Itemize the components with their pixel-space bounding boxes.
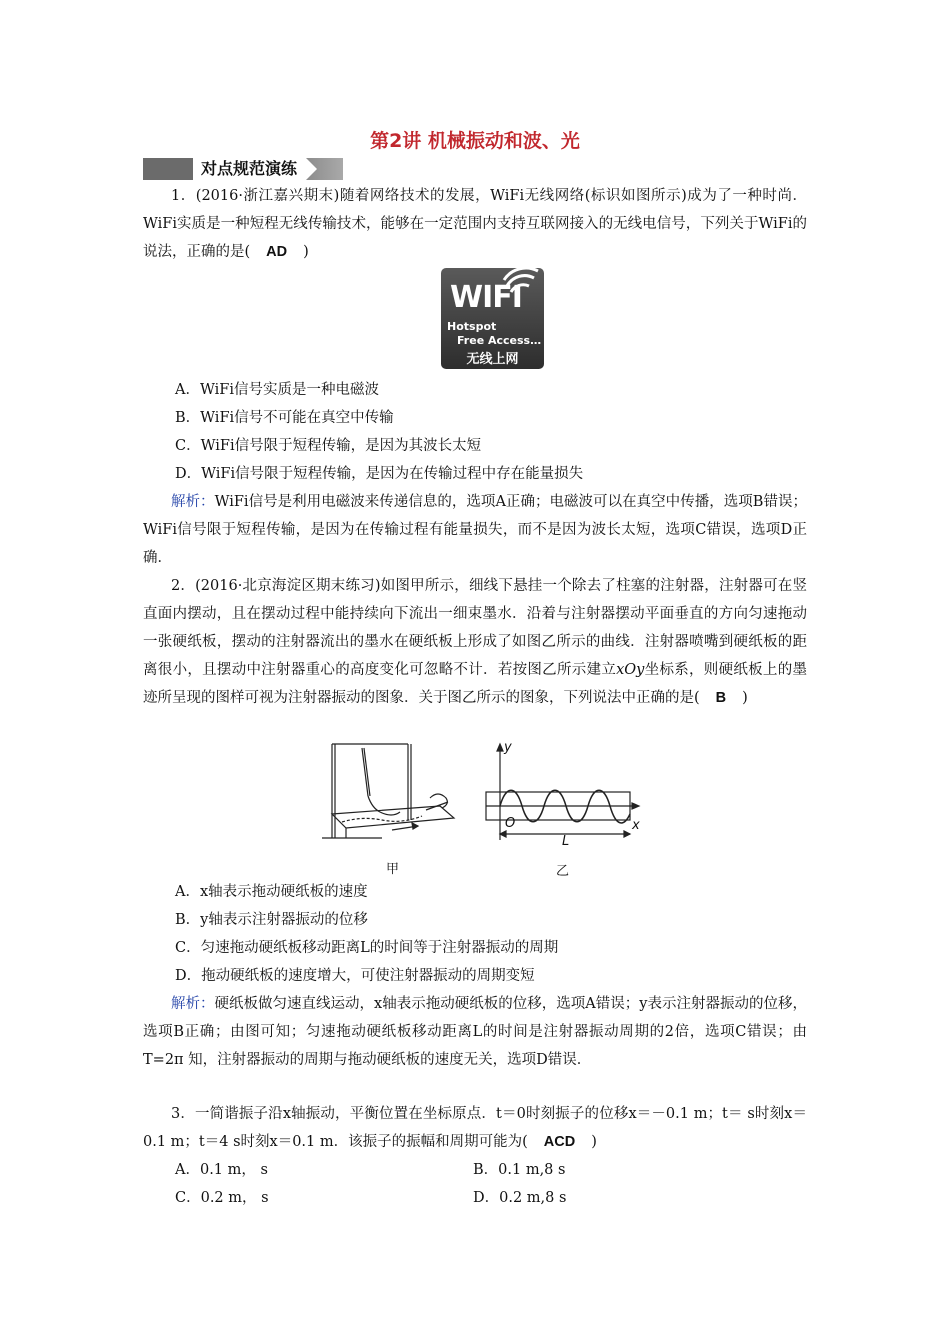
question-3-stem xyxy=(143,1100,807,1156)
question-2-explanation xyxy=(143,990,807,1074)
question-1-text: 1．(2016·浙江嘉兴期末)随着网络技术的发展，WiFi无线网络(标识如图所示)成为了一种时尚．WiFi实质是一种短程无线传输技术，能够在一定范围内支持互联网接入的无线电信号，下列关于WiFi的说法，正确的是( xyxy=(143,188,807,260)
option-b: B．y轴表示注射器振动的位移 xyxy=(175,912,368,928)
origin-label: O xyxy=(505,816,516,831)
question-2-stem xyxy=(143,572,807,712)
question-2-options xyxy=(143,878,807,1074)
option-d: D．WiFi信号限于短程传输，是因为在传输过程中存在能量损失 xyxy=(175,466,584,482)
explanation-label: 解析： xyxy=(171,996,215,1012)
paren-close: ) xyxy=(742,690,748,706)
length-label: L xyxy=(562,834,570,849)
figure-yi-caption: 乙 xyxy=(556,864,570,879)
coordinate-system-label: xOy xyxy=(616,662,645,678)
explanation-label: 解析： xyxy=(171,494,215,510)
option-a: A．x轴表示拖动硬纸板的速度 xyxy=(175,884,368,900)
option-d: D．0.2 m,8 s xyxy=(473,1190,567,1206)
figure-jia-caption: 甲 xyxy=(386,862,400,877)
question-2-text: 2．(2016·北京海淀区期末练习)如图甲所示，细线下悬挂一个除去了柱塞的注射器，注射器可在竖直面内摆动，且在摆动过程中能持续向下流出一细束墨水．沿着与注射器摆动平面垂直的方向匀速拖动一张硬纸板，摆动的注射器流出的墨水在硬纸板上形成了如图乙所示的曲线．注射器喷嘴到硬纸板的距离很小，且摆动中注射器重心的高度变化可忽略不计．若按图乙所示建立 xyxy=(143,578,807,678)
question-1 xyxy=(143,182,807,266)
option-a: A．0.1 m， s xyxy=(175,1162,268,1178)
question-1-stem xyxy=(143,182,807,266)
explanation-text: WiFi信号是利用电磁波来传递信息的，选项A正确；电磁波可以在真空中传播，选项B错误；WiFi信号限于短程传输，是因为在传输过程有能量损失，而不是因为波长太短，选项C错误，选项D正确． xyxy=(143,494,808,566)
wifi-logo-access: Free Access… xyxy=(457,334,542,347)
question-1-options xyxy=(143,376,807,572)
question-3 xyxy=(143,1100,807,1212)
page-title: 第2讲 机械振动和波、光 xyxy=(370,130,580,152)
option-b: B．0.1 m,8 s xyxy=(473,1162,566,1178)
axis-y-label: y xyxy=(504,740,512,755)
question-2-text-rest: 坐标系，则硬纸板上的墨迹所呈现的图样可视为注射器振动的图象．关于图乙所示的图象，下列说法中正确的是( xyxy=(143,662,808,706)
option-b: B．WiFi信号不可能在真空中传输 xyxy=(175,410,394,426)
option-c: C．0.2 m， s xyxy=(175,1190,269,1206)
option-d: D．拖动硬纸板的速度增大，可使注射器振动的周期变短 xyxy=(175,968,535,984)
option-c: C．匀速拖动硬纸板移动距离L的时间等于注射器振动的周期 xyxy=(175,940,559,956)
wifi-logo-hotspot: Hotspot xyxy=(447,320,497,333)
option-a: A．WiFi信号实质是一种电磁波 xyxy=(175,382,379,398)
question-1-explanation xyxy=(143,488,807,572)
section-heading: 对点规范演练 xyxy=(193,157,305,181)
wifi-logo xyxy=(441,268,544,369)
question-3-text: 3．一简谐振子沿x轴振动，平衡位置在坐标原点．t＝0时刻振子的位移x＝－0.1 m；t＝ s时刻x＝0.1 m；t＝4 s时刻x＝0.1 m．该振子的振幅和周期可能为( xyxy=(143,1106,807,1150)
question-2 xyxy=(143,572,807,712)
options-row-2 xyxy=(143,1184,807,1212)
option-c: C．WiFi信号限于短程传输，是因为其波长太短 xyxy=(175,438,482,454)
question-2-answer: B xyxy=(715,690,727,706)
wifi-logo-text: WIFI xyxy=(450,280,522,315)
figure-jia xyxy=(322,738,462,850)
explanation-text: 硬纸板做匀速直线运动，x轴表示拖动硬纸板的位移，选项A错误；y表示注射器振动的位移，选项B正确；由图可知；匀速拖动硬纸板移动距离L的时间是注射器振动周期的2倍，选项C错误；由 T=2π 知，注射器振动的周期与拖动硬纸板的速度无关，选项D错误． xyxy=(143,996,807,1068)
paren-close: ) xyxy=(303,244,309,260)
options-row-1 xyxy=(143,1156,807,1184)
question-3-answer: ACD xyxy=(543,1134,576,1150)
wifi-logo-caption: 无线上网 xyxy=(466,352,519,367)
question-1-answer: AD xyxy=(266,244,288,260)
axis-x-label: x xyxy=(632,818,640,833)
paren-close: ) xyxy=(591,1134,597,1150)
